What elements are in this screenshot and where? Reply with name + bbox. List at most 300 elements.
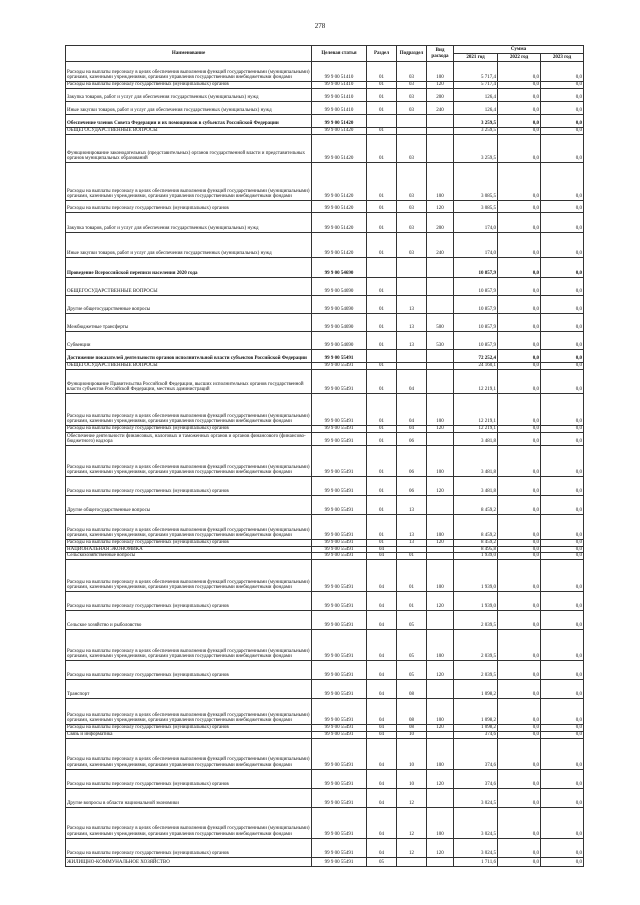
cell-2021: 72 252,4 bbox=[454, 350, 498, 363]
cell-subsection: 03 bbox=[397, 102, 427, 115]
cell-subsection: 13 bbox=[397, 314, 427, 332]
cell-subsection bbox=[397, 857, 427, 866]
cell-target: 99 9 00 55491 bbox=[312, 553, 367, 560]
table-row bbox=[66, 630, 584, 661]
cell-name: Сельскохозяйственные вопросы bbox=[66, 553, 312, 560]
cell-subsection: 01 bbox=[397, 560, 427, 592]
cell-2022: 0,0 bbox=[498, 314, 541, 332]
cell-2021: 3 024,5 bbox=[454, 838, 498, 857]
cell-section: 04 bbox=[367, 661, 397, 680]
cell-section: 04 bbox=[367, 592, 397, 611]
cell-section: 04 bbox=[367, 769, 397, 788]
table-row bbox=[66, 394, 584, 426]
cell-exptype: 100 bbox=[427, 62, 454, 82]
cell-exptype: 120 bbox=[427, 477, 454, 496]
cell-exptype: 100 bbox=[427, 738, 454, 769]
table-row bbox=[66, 233, 584, 258]
cell-name: Другие общегосударственные вопросы bbox=[66, 296, 312, 314]
cell-2023: 0,0 bbox=[541, 433, 584, 446]
table-row bbox=[66, 363, 584, 370]
cell-subsection: 12 bbox=[397, 807, 427, 838]
cell-target: 99 9 00 55491 bbox=[312, 630, 367, 661]
cell-name: Расходы на выплаты персоналу в целях обеспечения выполнения функций государственными (муниципальными) органами, казенными учреждениями, органами управления государственными внебюджетными фондами bbox=[66, 630, 312, 661]
cell-exptype bbox=[427, 433, 454, 446]
cell-2021: 10 857,9 bbox=[454, 332, 498, 350]
cell-2023: 0,0 bbox=[541, 370, 584, 394]
cell-target: 99 9 00 51410 bbox=[312, 102, 367, 115]
table-row bbox=[66, 258, 584, 278]
page-number: 278 bbox=[314, 22, 326, 30]
cell-name: Расходы на выплаты персоналу в целях обеспечения выполнения функций государственными (муниципальными) органами, казенными учреждениями, органами управления государственными внебюджетными фондами bbox=[66, 394, 312, 426]
cell-target: 99 9 00 54690 bbox=[312, 258, 367, 278]
cell-section: 01 bbox=[367, 394, 397, 426]
cell-2023: 0,0 bbox=[541, 233, 584, 258]
cell-2022: 0,0 bbox=[498, 363, 541, 370]
cell-exptype: 200 bbox=[427, 89, 454, 102]
cell-subsection: 08 bbox=[397, 725, 427, 732]
cell-exptype: 500 bbox=[427, 314, 454, 332]
cell-2022: 0,0 bbox=[498, 540, 541, 547]
table-row bbox=[66, 515, 584, 540]
cell-2021: 374,6 bbox=[454, 738, 498, 769]
cell-2023: 0,0 bbox=[541, 838, 584, 857]
cell-2022: 0,0 bbox=[498, 394, 541, 426]
cell-2021: 1 939,0 bbox=[454, 560, 498, 592]
cell-target: 99 9 00 51410 bbox=[312, 89, 367, 102]
col-sum-header: Сумма bbox=[454, 46, 584, 54]
cell-section: 01 bbox=[367, 163, 397, 201]
cell-exptype bbox=[427, 680, 454, 699]
table-row bbox=[66, 370, 584, 394]
cell-2023: 0,0 bbox=[541, 258, 584, 278]
cell-name: Функционирование Правительства Российской Федерации, высших исполнительных органов государственной власти субъектов Российской Федерации, местных администраций bbox=[66, 370, 312, 394]
table-row bbox=[66, 102, 584, 115]
cell-2023: 0,0 bbox=[541, 788, 584, 807]
table-row bbox=[66, 838, 584, 857]
cell-2022: 0,0 bbox=[498, 350, 541, 363]
cell-exptype: 120 bbox=[427, 592, 454, 611]
cell-target: 99 9 00 51420 bbox=[312, 115, 367, 128]
cell-subsection: 05 bbox=[397, 661, 427, 680]
col-2021-header: 2021 год bbox=[454, 54, 498, 62]
table-row bbox=[66, 738, 584, 769]
cell-2021: 174,0 bbox=[454, 213, 498, 233]
cell-exptype bbox=[427, 115, 454, 128]
cell-2022: 0,0 bbox=[498, 769, 541, 788]
cell-2021: 1 098,2 bbox=[454, 699, 498, 725]
col-subsection-header: Подраздел bbox=[397, 46, 427, 62]
cell-subsection: 03 bbox=[397, 163, 427, 201]
cell-2022: 0,0 bbox=[498, 807, 541, 838]
cell-section: 01 bbox=[367, 426, 397, 433]
cell-2023: 0,0 bbox=[541, 769, 584, 788]
cell-2023: 0,0 bbox=[541, 630, 584, 661]
cell-section: 01 bbox=[367, 102, 397, 115]
cell-exptype bbox=[427, 135, 454, 163]
cell-subsection: 03 bbox=[397, 89, 427, 102]
cell-target: 99 9 00 55491 bbox=[312, 769, 367, 788]
cell-subsection: 03 bbox=[397, 82, 427, 89]
cell-2022: 0,0 bbox=[498, 515, 541, 540]
cell-name: Расходы на выплаты персоналу в целях обеспечения выполнения функций государственными (муниципальными) органами, казенными учреждениями, органами управления государственными внебюджетными фондами bbox=[66, 738, 312, 769]
cell-2022: 0,0 bbox=[498, 661, 541, 680]
cell-section: 01 bbox=[367, 446, 397, 477]
cell-2023: 0,0 bbox=[541, 699, 584, 725]
cell-name: Функционирование законодательных (представительных) органов государственной власти и представительных органов муниципальных образований bbox=[66, 135, 312, 163]
cell-subsection: 03 bbox=[397, 135, 427, 163]
cell-exptype: 100 bbox=[427, 630, 454, 661]
cell-name: Субвенции bbox=[66, 332, 312, 350]
cell-name: Расходы на выплаты персоналу государственных (муниципальных) органов bbox=[66, 201, 312, 213]
cell-target: 99 9 00 55491 bbox=[312, 725, 367, 732]
cell-2021: 374,6 bbox=[454, 731, 498, 738]
cell-target: 99 9 00 51410 bbox=[312, 62, 367, 82]
cell-2021: 1 939,0 bbox=[454, 553, 498, 560]
cell-2021: 12 219,1 bbox=[454, 426, 498, 433]
cell-2021: 24 160,1 bbox=[454, 363, 498, 370]
cell-section: 01 bbox=[367, 370, 397, 394]
table-row bbox=[66, 296, 584, 314]
cell-section: 04 bbox=[367, 731, 397, 738]
cell-2021: 2 039,5 bbox=[454, 611, 498, 630]
table-row bbox=[66, 540, 584, 547]
cell-2022: 0,0 bbox=[498, 725, 541, 732]
cell-section: 01 bbox=[367, 314, 397, 332]
cell-name: Расходы на выплаты персоналу в целях обеспечения выполнения функций государственными (муниципальными) органами, казенными учреждениями, органами управления государственными внебюджетными фондами bbox=[66, 163, 312, 201]
cell-2023: 0,0 bbox=[541, 680, 584, 699]
cell-2022: 0,0 bbox=[498, 278, 541, 296]
cell-2021: 8 459,2 bbox=[454, 496, 498, 515]
cell-name: Расходы на выплаты персоналу государственных (муниципальных) органов bbox=[66, 426, 312, 433]
cell-section: 01 bbox=[367, 135, 397, 163]
cell-section: 01 bbox=[367, 128, 397, 135]
table-row bbox=[66, 128, 584, 135]
cell-subsection: 10 bbox=[397, 731, 427, 738]
cell-2022: 0,0 bbox=[498, 102, 541, 115]
cell-subsection: 10 bbox=[397, 769, 427, 788]
table-row bbox=[66, 769, 584, 788]
table-row bbox=[66, 135, 584, 163]
table-row bbox=[66, 201, 584, 213]
cell-2021: 10 857,9 bbox=[454, 278, 498, 296]
cell-section: 04 bbox=[367, 630, 397, 661]
table-row bbox=[66, 725, 584, 732]
cell-name: ОБЩЕГОСУДАРСТВЕННЫЕ ВОПРОСЫ bbox=[66, 278, 312, 296]
cell-exptype bbox=[427, 370, 454, 394]
cell-2023: 0,0 bbox=[541, 546, 584, 553]
col-target-header: Целевая статья bbox=[312, 46, 367, 62]
cell-name: Обеспечение членов Совета Федерации и их помощников в субъектах Российской Федерации bbox=[66, 115, 312, 128]
cell-exptype: 120 bbox=[427, 769, 454, 788]
cell-2022: 0,0 bbox=[498, 857, 541, 866]
cell-2023: 0,0 bbox=[541, 163, 584, 201]
cell-name: Расходы на выплаты персоналу государственных (муниципальных) органов bbox=[66, 725, 312, 732]
cell-2022: 0,0 bbox=[498, 611, 541, 630]
cell-2022: 0,0 bbox=[498, 258, 541, 278]
cell-name: ЖИЛИЩНО-КОММУНАЛЬНОЕ ХОЗЯЙСТВО bbox=[66, 857, 312, 866]
cell-exptype: 120 bbox=[427, 540, 454, 547]
cell-subsection: 13 bbox=[397, 296, 427, 314]
cell-section: 01 bbox=[367, 540, 397, 547]
cell-2021: 3 259,5 bbox=[454, 128, 498, 135]
cell-target: 99 9 00 55491 bbox=[312, 363, 367, 370]
cell-2023: 0,0 bbox=[541, 314, 584, 332]
table-row bbox=[66, 314, 584, 332]
cell-subsection bbox=[397, 546, 427, 553]
cell-subsection: 05 bbox=[397, 611, 427, 630]
cell-exptype bbox=[427, 788, 454, 807]
cell-2021: 3 024,5 bbox=[454, 807, 498, 838]
cell-target: 99 9 00 55491 bbox=[312, 433, 367, 446]
cell-target: 99 9 00 51410 bbox=[312, 82, 367, 89]
cell-exptype: 120 bbox=[427, 661, 454, 680]
cell-exptype: 120 bbox=[427, 725, 454, 732]
cell-target: 99 9 00 55491 bbox=[312, 807, 367, 838]
table-row bbox=[66, 332, 584, 350]
cell-2023: 0,0 bbox=[541, 350, 584, 363]
cell-exptype: 100 bbox=[427, 515, 454, 540]
col-2022-header: 2022 год bbox=[498, 54, 541, 62]
cell-2022: 0,0 bbox=[498, 477, 541, 496]
cell-2021: 2 039,5 bbox=[454, 630, 498, 661]
cell-2021: 1 098,2 bbox=[454, 680, 498, 699]
cell-section: 01 bbox=[367, 82, 397, 89]
cell-target: 99 9 00 55491 bbox=[312, 350, 367, 363]
cell-section: 01 bbox=[367, 363, 397, 370]
cell-target: 99 9 00 55491 bbox=[312, 446, 367, 477]
cell-exptype: 120 bbox=[427, 426, 454, 433]
cell-target: 99 9 00 55491 bbox=[312, 611, 367, 630]
cell-section: 01 bbox=[367, 296, 397, 314]
cell-2023: 0,0 bbox=[541, 446, 584, 477]
cell-section: 04 bbox=[367, 807, 397, 838]
table-row bbox=[66, 89, 584, 102]
table-header bbox=[66, 46, 584, 62]
cell-2021: 10 857,9 bbox=[454, 314, 498, 332]
cell-section: 01 bbox=[367, 515, 397, 540]
cell-subsection: 03 bbox=[397, 62, 427, 82]
cell-2023: 0,0 bbox=[541, 296, 584, 314]
cell-subsection bbox=[397, 128, 427, 135]
cell-subsection: 12 bbox=[397, 788, 427, 807]
cell-2023: 0,0 bbox=[541, 738, 584, 769]
cell-name: Связь и информатика bbox=[66, 731, 312, 738]
table-body bbox=[66, 62, 584, 867]
col-exptype-header: Вид расхода bbox=[427, 46, 454, 62]
table-row bbox=[66, 82, 584, 89]
cell-exptype bbox=[427, 128, 454, 135]
table-row bbox=[66, 560, 584, 592]
cell-2023: 0,0 bbox=[541, 560, 584, 592]
cell-section: 04 bbox=[367, 553, 397, 560]
cell-2021: 12 219,1 bbox=[454, 370, 498, 394]
cell-2022: 0,0 bbox=[498, 699, 541, 725]
cell-exptype: 120 bbox=[427, 838, 454, 857]
cell-2021: 5 717,4 bbox=[454, 62, 498, 82]
cell-2023: 0,0 bbox=[541, 62, 584, 82]
cell-name: Достижение показателей деятельности органов исполнительной власти субъектов Российской Федерации bbox=[66, 350, 312, 363]
cell-exptype bbox=[427, 363, 454, 370]
cell-2021: 8 459,2 bbox=[454, 515, 498, 540]
cell-2022: 0,0 bbox=[498, 838, 541, 857]
cell-2021: 2 039,5 bbox=[454, 661, 498, 680]
cell-subsection bbox=[397, 278, 427, 296]
cell-target: 99 9 00 51420 bbox=[312, 213, 367, 233]
cell-subsection bbox=[397, 115, 427, 128]
cell-target: 99 9 00 55491 bbox=[312, 838, 367, 857]
cell-name: Расходы на выплаты персоналу в целях обеспечения выполнения функций государственными (муниципальными) органами, казенными учреждениями, органами управления государственными внебюджетными фондами bbox=[66, 515, 312, 540]
cell-target: 99 9 00 55491 bbox=[312, 370, 367, 394]
cell-section: 01 bbox=[367, 201, 397, 213]
cell-name: Расходы на выплаты персоналу в целях обеспечения выполнения функций государственными (муниципальными) органами, казенными учреждениями, органами управления государственными внебюджетными фондами bbox=[66, 560, 312, 592]
cell-2021: 1 939,0 bbox=[454, 592, 498, 611]
cell-section: 04 bbox=[367, 560, 397, 592]
table-row bbox=[66, 807, 584, 838]
cell-target: 99 9 00 51420 bbox=[312, 163, 367, 201]
table-row bbox=[66, 611, 584, 630]
cell-2023: 0,0 bbox=[541, 857, 584, 866]
cell-name: Расходы на выплаты персоналу государственных (муниципальных) органов bbox=[66, 540, 312, 547]
col-2023-header: 2023 год bbox=[541, 54, 584, 62]
cell-subsection: 04 bbox=[397, 426, 427, 433]
cell-2023: 0,0 bbox=[541, 553, 584, 560]
cell-2023: 0,0 bbox=[541, 128, 584, 135]
cell-subsection: 06 bbox=[397, 477, 427, 496]
cell-2022: 0,0 bbox=[498, 546, 541, 553]
cell-name: Расходы на выплаты персоналу в целях обеспечения выполнения функций государственными (муниципальными) органами, казенными учреждениями, органами управления государственными внебюджетными фондами bbox=[66, 699, 312, 725]
cell-2022: 0,0 bbox=[498, 370, 541, 394]
cell-subsection bbox=[397, 258, 427, 278]
cell-section: 04 bbox=[367, 738, 397, 769]
cell-exptype: 120 bbox=[427, 201, 454, 213]
cell-2021: 3 259,5 bbox=[454, 115, 498, 128]
table-row bbox=[66, 278, 584, 296]
cell-exptype: 240 bbox=[427, 102, 454, 115]
cell-2022: 0,0 bbox=[498, 731, 541, 738]
cell-exptype bbox=[427, 611, 454, 630]
table-row bbox=[66, 699, 584, 725]
table-row bbox=[66, 350, 584, 363]
cell-target: 99 9 00 55491 bbox=[312, 661, 367, 680]
cell-2023: 0,0 bbox=[541, 426, 584, 433]
table-row bbox=[66, 546, 584, 553]
cell-exptype: 200 bbox=[427, 213, 454, 233]
col-name-header: Наименование bbox=[66, 46, 312, 62]
cell-target: 99 9 00 54690 bbox=[312, 296, 367, 314]
cell-2022: 0,0 bbox=[498, 296, 541, 314]
table-row bbox=[66, 446, 584, 477]
cell-2023: 0,0 bbox=[541, 477, 584, 496]
cell-target: 99 9 00 54690 bbox=[312, 314, 367, 332]
cell-2021: 3 481,8 bbox=[454, 433, 498, 446]
cell-2021: 5 717,4 bbox=[454, 82, 498, 89]
cell-section: 01 bbox=[367, 477, 397, 496]
cell-section: 04 bbox=[367, 680, 397, 699]
cell-target: 99 9 00 55491 bbox=[312, 699, 367, 725]
cell-exptype: 240 bbox=[427, 233, 454, 258]
cell-section: 01 bbox=[367, 233, 397, 258]
cell-subsection: 13 bbox=[397, 332, 427, 350]
cell-subsection: 10 bbox=[397, 738, 427, 769]
cell-2023: 0,0 bbox=[541, 731, 584, 738]
cell-2023: 0,0 bbox=[541, 394, 584, 426]
cell-2021: 126,4 bbox=[454, 102, 498, 115]
cell-2022: 0,0 bbox=[498, 553, 541, 560]
cell-2021: 3 259,5 bbox=[454, 135, 498, 163]
cell-subsection: 03 bbox=[397, 201, 427, 213]
cell-2022: 0,0 bbox=[498, 630, 541, 661]
cell-section: 01 bbox=[367, 278, 397, 296]
cell-target: 99 9 00 55491 bbox=[312, 731, 367, 738]
cell-target: 99 9 00 55491 bbox=[312, 738, 367, 769]
cell-subsection: 06 bbox=[397, 433, 427, 446]
cell-2023: 0,0 bbox=[541, 89, 584, 102]
cell-name: Расходы на выплаты персоналу в целях обеспечения выполнения функций государственными (муниципальными) органами, казенными учреждениями, органами управления государственными внебюджетными фондами bbox=[66, 446, 312, 477]
table-row bbox=[66, 553, 584, 560]
cell-exptype bbox=[427, 546, 454, 553]
cell-2022: 0,0 bbox=[498, 592, 541, 611]
cell-subsection: 13 bbox=[397, 496, 427, 515]
cell-name: Другие вопросы в области национальной экономики bbox=[66, 788, 312, 807]
cell-section: 04 bbox=[367, 546, 397, 553]
cell-target: 99 9 00 55491 bbox=[312, 680, 367, 699]
cell-2023: 0,0 bbox=[541, 496, 584, 515]
cell-2023: 0,0 bbox=[541, 102, 584, 115]
cell-subsection bbox=[397, 363, 427, 370]
cell-2021: 10 857,9 bbox=[454, 258, 498, 278]
cell-2022: 0,0 bbox=[498, 115, 541, 128]
table-row bbox=[66, 496, 584, 515]
cell-2023: 0,0 bbox=[541, 135, 584, 163]
cell-2023: 0,0 bbox=[541, 82, 584, 89]
cell-2021: 374,6 bbox=[454, 769, 498, 788]
cell-2022: 0,0 bbox=[498, 788, 541, 807]
cell-section: 01 bbox=[367, 433, 397, 446]
cell-target: 99 9 00 55491 bbox=[312, 477, 367, 496]
cell-2022: 0,0 bbox=[498, 446, 541, 477]
cell-target: 99 9 00 55491 bbox=[312, 788, 367, 807]
cell-section: 04 bbox=[367, 699, 397, 725]
cell-target: 99 9 00 51420 bbox=[312, 233, 367, 258]
table-row bbox=[66, 477, 584, 496]
cell-exptype bbox=[427, 350, 454, 363]
cell-section bbox=[367, 258, 397, 278]
cell-2022: 0,0 bbox=[498, 426, 541, 433]
cell-subsection: 05 bbox=[397, 630, 427, 661]
cell-2023: 0,0 bbox=[541, 278, 584, 296]
cell-section: 01 bbox=[367, 496, 397, 515]
cell-subsection: 06 bbox=[397, 446, 427, 477]
cell-subsection: 12 bbox=[397, 838, 427, 857]
cell-2022: 0,0 bbox=[498, 233, 541, 258]
cell-section: 04 bbox=[367, 838, 397, 857]
cell-subsection: 13 bbox=[397, 515, 427, 540]
cell-2023: 0,0 bbox=[541, 725, 584, 732]
cell-2021: 3 481,8 bbox=[454, 477, 498, 496]
cell-2022: 0,0 bbox=[498, 496, 541, 515]
table-row bbox=[66, 163, 584, 201]
cell-2022: 0,0 bbox=[498, 163, 541, 201]
cell-2021: 126,4 bbox=[454, 89, 498, 102]
cell-exptype bbox=[427, 553, 454, 560]
cell-name: Расходы на выплаты персоналу в целях обеспечения выполнения функций государственными (муниципальными) органами, казенными учреждениями, органами управления государственными внебюджетными фондами bbox=[66, 62, 312, 82]
cell-exptype: 100 bbox=[427, 446, 454, 477]
cell-target: 99 9 00 55491 bbox=[312, 540, 367, 547]
cell-2021: 3 085,5 bbox=[454, 201, 498, 213]
cell-target: 99 9 00 55491 bbox=[312, 546, 367, 553]
cell-name: Иные закупки товаров, работ и услуг для обеспечения государственных (муниципальных) нужд bbox=[66, 102, 312, 115]
table-row bbox=[66, 680, 584, 699]
